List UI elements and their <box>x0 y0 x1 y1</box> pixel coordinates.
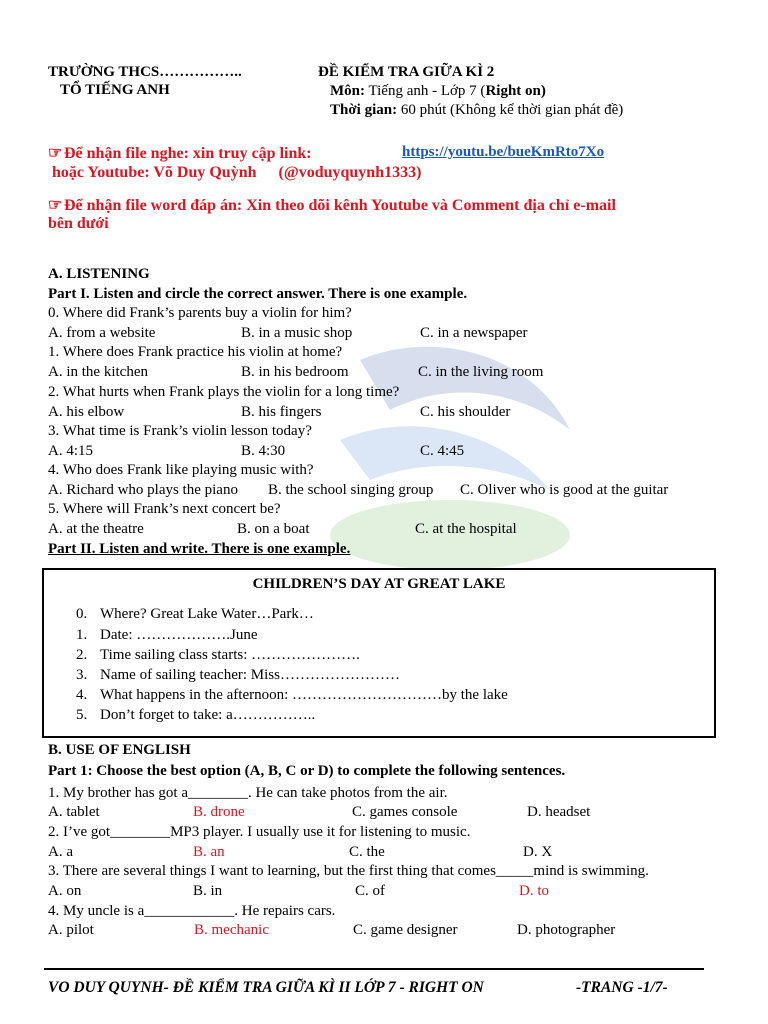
option-a: A. pilot <box>48 922 94 938</box>
youtube-link[interactable]: https://youtu.be/bueKmRto7Xo <box>402 144 605 160</box>
box-item <box>76 606 314 623</box>
box-item <box>76 707 315 724</box>
english-question: 2. I’ve got________MP3 player. I usually use it for listening to music. <box>48 824 471 840</box>
subject-label: Môn: <box>330 83 365 99</box>
option-b: B. in <box>193 883 223 899</box>
english-question: 3. There are several things I want to learning, but the first thing that comes_____mind is swimming. <box>48 863 649 879</box>
footer-divider <box>44 968 704 970</box>
listening-question: 3. What time is Frank’s violin lesson today? <box>48 423 312 439</box>
listening-question: 4. Who does Frank like playing music with? <box>48 462 314 478</box>
subject-line <box>330 83 546 100</box>
notice-word-text: Để nhận file word đáp án: Xin theo dõi kênh Youtube và Comment địa chỉ e-mail <box>64 197 616 214</box>
english-question: 1. My brother has got a________. He can take photos from the air. <box>48 785 448 801</box>
pointing-hand-icon: ☞ <box>48 145 63 162</box>
listening-title: A. LISTENING <box>48 266 150 282</box>
notice-listen-text: Để nhận file nghe: xin truy cập link: <box>64 145 312 162</box>
option-a: A. Richard who plays the piano <box>48 482 238 498</box>
box-item-number: 0. <box>76 606 88 622</box>
footer-left: VO DUY QUYNH- ĐỀ KIỂM TRA GIỮA KÌ II LỚP 7 - RIGHT ON <box>48 979 484 996</box>
option-c: C. of <box>355 883 385 899</box>
option-b-answer: B. an <box>193 844 225 860</box>
box-item <box>76 647 360 664</box>
subject-book: Right on <box>485 83 541 99</box>
listening-question: 2. What hurts when Frank plays the violin for a long time? <box>48 384 400 400</box>
box-item-number: 3. <box>76 667 88 683</box>
footer-page-number: -TRANG -1/7- <box>576 979 668 996</box>
time-label: Thời gian: <box>330 102 398 118</box>
option-a: A. from a website <box>48 325 156 341</box>
listening-question: 0. Where did Frank’s parents buy a violin for him? <box>48 305 352 321</box>
option-c: C. the <box>349 844 385 860</box>
option-b: B. in his bedroom <box>241 364 349 380</box>
box-item-number: 4. <box>76 687 88 703</box>
option-d: D. photographer <box>517 922 616 938</box>
option-a: A. at the theatre <box>48 521 144 537</box>
box-item-text: Time sailing class starts: …………………. <box>100 647 360 663</box>
box-item-number: 2. <box>76 647 88 663</box>
option-b-answer: B. mechanic <box>194 922 269 938</box>
time-value: 60 phút (Không kể thời gian phát đề) <box>397 102 624 118</box>
box-item-number: 5. <box>76 707 88 723</box>
notice-line4: bên dưới <box>48 215 109 232</box>
option-a: A. tablet <box>48 804 100 820</box>
notice-line2 <box>52 164 421 182</box>
option-c: C. games console <box>352 804 458 820</box>
box-item <box>76 667 400 684</box>
english-question: 4. My uncle is a____________. He repairs cars. <box>48 903 336 919</box>
subject-close: ) <box>540 83 546 99</box>
option-b: B. his fingers <box>241 404 322 420</box>
option-a: A. a <box>48 844 73 860</box>
part2-title: Part II. Listen and write. There is one example. <box>48 541 351 557</box>
box-item-text: Where? Great Lake Water…Park… <box>100 606 314 622</box>
listening-box <box>42 568 716 738</box>
part1-title: Part I. Listen and circle the correct answer. There is one example. <box>48 286 468 302</box>
exam-title: ĐỀ KIỂM TRA GIỮA KÌ 2 <box>318 64 495 80</box>
school-name: TRƯỜNG THCS…………….. <box>48 64 242 80</box>
option-a: A. in the kitchen <box>48 364 148 380</box>
option-a: A. on <box>48 883 82 899</box>
option-b: B. on a boat <box>237 521 310 537</box>
box-item <box>76 687 508 704</box>
box-item-text: Name of sailing teacher: Miss…………………… <box>100 667 400 683</box>
option-c: C. in the living room <box>418 364 544 380</box>
option-d: D. headset <box>527 804 591 820</box>
option-b: B. the school singing group <box>268 482 434 498</box>
department-name: TỔ TIẾNG ANH <box>60 82 170 98</box>
listening-question: 1. Where does Frank practice his violin at home? <box>48 344 343 360</box>
option-c: C. game designer <box>353 922 458 938</box>
option-b: B. 4:30 <box>241 443 286 459</box>
option-c: C. 4:45 <box>420 443 465 459</box>
time-line <box>330 102 623 119</box>
box-title: CHILDREN’S DAY AT GREAT LAKE <box>252 576 506 592</box>
option-c: C. Oliver who is good at the guitar <box>460 482 669 498</box>
subject-value: Tiếng anh - Lớp 7 ( <box>365 83 486 99</box>
english-part1-title: Part 1: Choose the best option (A, B, C or D) to complete the following sentences. <box>48 763 566 779</box>
option-c: C. his shoulder <box>420 404 511 420</box>
box-item-number: 1. <box>76 627 88 643</box>
option-a: A. 4:15 <box>48 443 93 459</box>
listening-question: 5. Where will Frank’s next concert be? <box>48 501 281 517</box>
option-b: B. in a music shop <box>241 325 353 341</box>
option-c: C. in a newspaper <box>420 325 528 341</box>
pointing-hand-icon: ☞ <box>48 197 63 214</box>
box-item-text: Don’t forget to take: a…………….. <box>100 707 316 723</box>
option-d: D. X <box>523 844 553 860</box>
english-title: B. USE OF ENGLISH <box>48 742 191 758</box>
box-item <box>76 627 257 644</box>
notice-youtube-name: hoặc Youtube: Võ Duy Quỳnh <box>52 164 257 181</box>
option-a: A. his elbow <box>48 404 125 420</box>
notice-handle: (@voduyquynh1333) <box>278 164 422 181</box>
notice-line3 <box>48 195 616 215</box>
option-c: C. at the hospital <box>415 521 517 537</box>
box-item-text: Date: ……………….June <box>100 627 258 643</box>
box-item-text: What happens in the afternoon: …………………………by the lake <box>100 687 508 703</box>
notice-line1 <box>48 143 312 163</box>
option-b-answer: B. drone <box>193 804 245 820</box>
option-d-answer: D. to <box>519 883 549 899</box>
